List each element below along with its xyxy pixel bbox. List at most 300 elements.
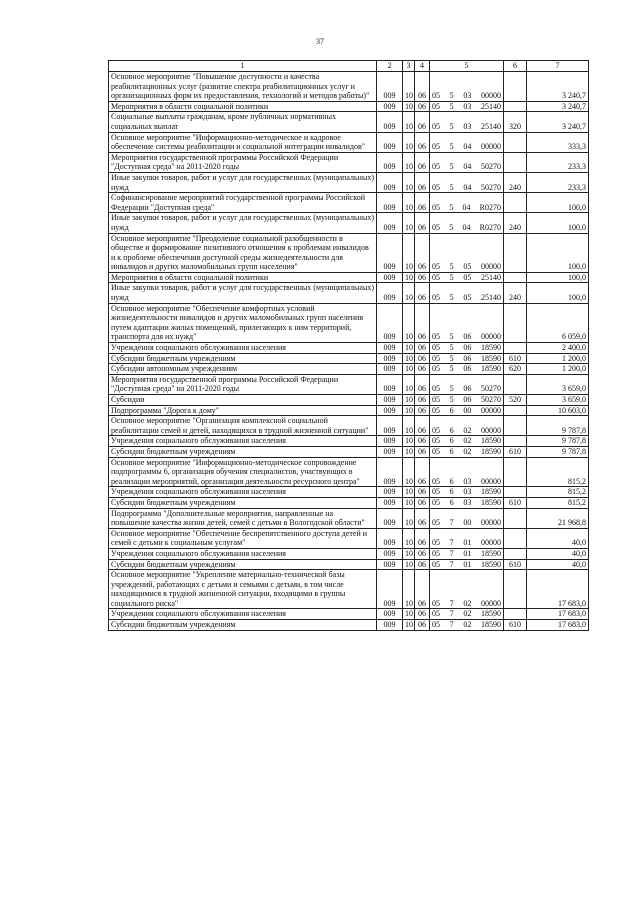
row-code-4: 06 [415, 559, 430, 570]
row-target-code [430, 132, 504, 152]
row-code-2: 009 [377, 233, 403, 272]
row-amount: 815,2 [527, 497, 589, 508]
table-row [109, 112, 589, 132]
row-code-3: 10 [403, 609, 415, 620]
row-amount: 3 240,7 [527, 101, 589, 112]
row-code-3: 10 [403, 353, 415, 364]
row-name: Иные закупки товаров, работ и услуг для государственных (муниципальных) нужд [109, 172, 377, 192]
row-code-2: 009 [377, 395, 403, 406]
header-cell: 7 [527, 61, 589, 72]
row-code-6 [504, 72, 527, 102]
target-code-part: 05 [432, 364, 440, 374]
row-amount: 17 683,0 [527, 620, 589, 631]
row-amount: 40,0 [527, 528, 589, 548]
row-code-4: 06 [415, 570, 430, 609]
row-code-3: 10 [403, 446, 415, 457]
header-cell: 3 [403, 61, 415, 72]
row-amount: 9 787,8 [527, 446, 589, 457]
row-name: Субсидии бюджетным учреждениям [109, 497, 377, 508]
row-target-code [430, 620, 504, 631]
target-code-part: 05 [432, 436, 440, 446]
row-amount: 815,2 [527, 457, 589, 487]
table-row [109, 152, 589, 172]
row-code-6 [504, 416, 527, 436]
row-target-code [430, 570, 504, 609]
table-row [109, 609, 589, 620]
row-amount: 815,2 [527, 487, 589, 498]
row-name: Подпрограмма "Дополнительные мероприятия, направленные на повышение качества жизни детей, семей с детьми в Вологодской области" [109, 508, 377, 528]
row-name: Основное мероприятие "Информационно-методическое и кадровое обеспечение системы реабилитации и социальной интеграции инвалидов" [109, 132, 377, 152]
row-code-2: 009 [377, 548, 403, 559]
header-cell: 1 [109, 61, 377, 72]
row-code-3: 10 [403, 416, 415, 436]
row-target-code [430, 487, 504, 498]
target-code-part: 05 [432, 598, 440, 608]
row-code-3: 10 [403, 548, 415, 559]
target-code-part: 6 [449, 436, 454, 446]
row-code-2: 009 [377, 172, 403, 192]
target-code-part: 03 [463, 101, 472, 111]
row-amount: 9 787,8 [527, 416, 589, 436]
target-code-part: 05 [432, 405, 440, 415]
row-target-code [430, 446, 504, 457]
table-row [109, 303, 589, 342]
target-code-part: 02 [463, 609, 472, 619]
target-code-part: 05 [432, 425, 440, 435]
row-code-6: 610 [504, 497, 527, 508]
row-code-6 [504, 508, 527, 528]
target-code-part: 05 [432, 202, 440, 212]
table-row [109, 446, 589, 457]
target-code-part: 01 [463, 538, 472, 548]
target-code-parts [432, 498, 501, 508]
target-code-part: 00000 [480, 142, 501, 152]
row-code-6 [504, 374, 527, 394]
target-code-parts [432, 620, 501, 630]
row-target-code [430, 152, 504, 172]
target-code-part: 5 [449, 142, 454, 152]
table-row [109, 487, 589, 498]
row-code-2: 009 [377, 152, 403, 172]
target-code-part: 05 [432, 142, 440, 152]
target-code-part: 25140 [480, 293, 501, 303]
row-amount: 333,3 [527, 132, 589, 152]
target-code-parts [432, 354, 501, 364]
row-code-4: 06 [415, 457, 430, 487]
row-code-3: 10 [403, 436, 415, 447]
row-name: Основное мероприятие "Повышение доступности и качества реабилитационных услуг (развитие спектра реабилитационных услуг и организационных форм их предоставления, технологий и методов работы)" [109, 72, 377, 102]
target-code-parts [432, 91, 501, 101]
header-row [109, 61, 589, 72]
row-code-4: 06 [415, 101, 430, 112]
page-number: 37 [316, 37, 324, 46]
row-code-6: 240 [504, 213, 527, 233]
row-target-code [430, 72, 504, 102]
table-row [109, 132, 589, 152]
target-code-part: 7 [449, 598, 454, 608]
target-code-part: 04 [463, 142, 472, 152]
row-code-3: 10 [403, 559, 415, 570]
row-name: Субсидии бюджетным учреждениям [109, 620, 377, 631]
row-code-6 [504, 132, 527, 152]
target-code-part: 6 [449, 476, 454, 486]
target-code-part: 6 [449, 425, 454, 435]
row-code-2: 009 [377, 497, 403, 508]
row-target-code [430, 112, 504, 132]
row-code-4: 06 [415, 508, 430, 528]
row-code-3: 10 [403, 172, 415, 192]
target-code-part: 05 [432, 343, 440, 353]
row-code-4: 06 [415, 112, 430, 132]
row-name: Основное мероприятие "Укрепление материально-технической базы учреждений, работающих с детьми и семьями с детьми, в том числе находящимися в трудной жизненной ситуации, входящими в группы социального риска" [109, 570, 377, 609]
target-code-part: 5 [449, 101, 454, 111]
row-code-3: 10 [403, 343, 415, 354]
target-code-part: 7 [449, 548, 454, 558]
target-code-parts [432, 609, 501, 619]
row-code-4: 06 [415, 132, 430, 152]
target-code-part: 50270 [480, 384, 501, 394]
target-code-part: 04 [463, 162, 472, 172]
row-code-2: 009 [377, 364, 403, 375]
target-code-part: 05 [432, 101, 440, 111]
row-amount: 100,0 [527, 233, 589, 272]
row-code-2: 009 [377, 272, 403, 283]
row-code-4: 06 [415, 416, 430, 436]
table-row [109, 272, 589, 283]
table-row [109, 101, 589, 112]
target-code-part: 5 [449, 343, 454, 353]
target-code-part: 00000 [480, 332, 501, 342]
target-code-part: 05 [432, 162, 440, 172]
row-code-4: 06 [415, 609, 430, 620]
row-amount: 40,0 [527, 559, 589, 570]
target-code-part: 06 [463, 395, 472, 404]
target-code-part: 50270 [480, 162, 501, 172]
target-code-part: 02 [463, 446, 472, 456]
row-target-code [430, 364, 504, 375]
row-code-4: 06 [415, 152, 430, 172]
row-name: Субсидии бюджетным учреждениям [109, 353, 377, 364]
row-amount: 17 683,0 [527, 609, 589, 620]
target-code-part: 01 [463, 559, 472, 569]
target-code-part: 7 [449, 559, 454, 569]
row-code-4: 06 [415, 343, 430, 354]
row-target-code [430, 193, 504, 213]
row-code-2: 009 [377, 101, 403, 112]
row-code-4: 06 [415, 405, 430, 416]
row-target-code [430, 395, 504, 406]
target-code-part: 04 [462, 202, 471, 212]
row-code-4: 06 [415, 446, 430, 457]
target-code-parts [432, 518, 501, 528]
target-code-part: 05 [432, 384, 440, 394]
target-code-parts [432, 477, 501, 487]
table-row [109, 436, 589, 447]
target-code-part: 7 [449, 538, 454, 548]
row-code-6: 610 [504, 559, 527, 570]
target-code-parts [432, 162, 501, 172]
target-code-part: 05 [432, 446, 440, 456]
row-amount: 100,0 [527, 213, 589, 233]
target-code-part: 05 [432, 620, 440, 630]
target-code-part: 05 [432, 497, 440, 507]
target-code-parts [432, 447, 501, 457]
target-code-part: 6 [449, 487, 454, 497]
target-code-part: 5 [449, 182, 454, 192]
target-code-parts [432, 122, 501, 132]
table-row [109, 343, 589, 354]
target-code-part: 00 [463, 405, 472, 415]
row-name: Основное мероприятие "Информационно-методическое сопровождение подпрограммы 6, организация обучения специалистов, участвующих в реализации мероприятий, организация деятельности ресурсного центра" [109, 457, 377, 487]
row-code-3: 10 [403, 72, 415, 102]
row-target-code [430, 609, 504, 620]
target-code-part: 03 [463, 91, 472, 101]
row-target-code [430, 283, 504, 303]
budget-table [108, 60, 589, 631]
target-code-part: 5 [449, 353, 454, 363]
target-code-part: 05 [463, 272, 472, 282]
row-target-code [430, 343, 504, 354]
row-code-4: 06 [415, 283, 430, 303]
row-code-6 [504, 152, 527, 172]
row-target-code [430, 213, 504, 233]
row-name: Подпрограмма "Дорога к дому" [109, 405, 377, 416]
target-code-parts [432, 203, 501, 213]
row-amount: 3 240,7 [527, 112, 589, 132]
row-amount: 100,0 [527, 283, 589, 303]
target-code-part: 05 [432, 548, 440, 558]
row-code-4: 06 [415, 213, 430, 233]
row-code-3: 10 [403, 152, 415, 172]
target-code-part: 04 [462, 222, 471, 232]
row-code-2: 009 [377, 609, 403, 620]
row-code-6 [504, 405, 527, 416]
row-target-code [430, 497, 504, 508]
table-row [109, 559, 589, 570]
target-code-part: R0270 [479, 202, 501, 212]
target-code-part: 7 [449, 518, 454, 528]
row-amount: 1 200,0 [527, 364, 589, 375]
row-code-3: 10 [403, 213, 415, 233]
target-code-part: 5 [449, 262, 454, 272]
table-row [109, 213, 589, 233]
row-amount: 9 787,8 [527, 436, 589, 447]
target-code-part: 03 [463, 487, 472, 497]
target-code-part: 05 [432, 518, 440, 528]
row-code-2: 009 [377, 559, 403, 570]
row-name: Мероприятия государственной программы Российской Федерации "Доступная среда" на 2011-2020 годы [109, 152, 377, 172]
row-amount: 3 659,0 [527, 395, 589, 406]
row-code-4: 06 [415, 436, 430, 447]
row-code-2: 009 [377, 487, 403, 498]
target-code-part: 00000 [480, 476, 501, 486]
target-code-parts [432, 364, 501, 374]
row-code-3: 10 [403, 570, 415, 609]
target-code-part: 06 [463, 384, 472, 394]
row-amount: 40,0 [527, 548, 589, 559]
row-name: Субсидии бюджетным учреждениям [109, 559, 377, 570]
row-code-2: 009 [377, 416, 403, 436]
target-code-part: 18590 [480, 446, 501, 456]
target-code-part: 06 [463, 343, 472, 353]
target-code-part: 6 [449, 497, 454, 507]
row-code-2: 009 [377, 405, 403, 416]
target-code-parts [432, 273, 501, 283]
row-code-2: 009 [377, 72, 403, 102]
row-code-3: 10 [403, 101, 415, 112]
row-name: Учреждения социального обслуживания населения [109, 609, 377, 620]
row-code-3: 10 [403, 283, 415, 303]
target-code-part: 18590 [480, 609, 501, 619]
row-name: Учреждения социального обслуживания населения [109, 487, 377, 498]
target-code-part: 00000 [480, 262, 501, 272]
table-row [109, 416, 589, 436]
target-code-parts [432, 142, 501, 152]
row-code-6: 610 [504, 620, 527, 631]
target-code-part: 05 [432, 91, 440, 101]
table-row [109, 353, 589, 364]
target-code-part: 05 [463, 262, 472, 272]
row-target-code [430, 436, 504, 447]
target-code-part: 06 [463, 364, 472, 374]
target-code-part: 5 [449, 395, 454, 404]
table-row [109, 395, 589, 406]
target-code-part: 18590 [480, 364, 501, 374]
row-code-6 [504, 528, 527, 548]
row-code-6 [504, 272, 527, 283]
target-code-part: 5 [449, 121, 454, 131]
target-code-parts [432, 102, 501, 112]
row-target-code [430, 559, 504, 570]
target-code-part: 5 [449, 202, 454, 212]
row-code-3: 10 [403, 374, 415, 394]
row-name: Софинансирование мероприятий государственной программы Российской Федерации "Доступная среда" [109, 193, 377, 213]
row-code-4: 06 [415, 548, 430, 559]
row-code-2: 009 [377, 132, 403, 152]
target-code-part: 6 [449, 446, 454, 456]
target-code-part: 5 [449, 162, 454, 172]
row-code-2: 009 [377, 374, 403, 394]
row-code-3: 10 [403, 132, 415, 152]
row-code-3: 10 [403, 193, 415, 213]
target-code-part: 18590 [480, 487, 501, 497]
row-name: Субсидии бюджетным учреждениям [109, 446, 377, 457]
row-code-4: 06 [415, 72, 430, 102]
row-name: Основное мероприятие "Обеспечение беспрепятственного доступа детей и семей с детьми к социальным услугам" [109, 528, 377, 548]
target-code-part: 5 [449, 222, 454, 232]
target-code-part: 18590 [480, 353, 501, 363]
table-row [109, 374, 589, 394]
table-body [109, 72, 589, 631]
target-code-part: 50270 [480, 182, 501, 192]
row-code-3: 10 [403, 528, 415, 548]
target-code-part: 25140 [480, 121, 501, 131]
target-code-part: 18590 [480, 559, 501, 569]
target-code-part: 01 [463, 548, 472, 558]
header-cell: 2 [377, 61, 403, 72]
row-code-6 [504, 101, 527, 112]
row-target-code [430, 374, 504, 394]
row-code-6 [504, 548, 527, 559]
row-code-4: 06 [415, 233, 430, 272]
row-code-2: 009 [377, 446, 403, 457]
row-code-3: 10 [403, 364, 415, 375]
row-amount: 2 400,0 [527, 343, 589, 354]
row-code-6 [504, 436, 527, 447]
row-amount: 17 683,0 [527, 570, 589, 609]
target-code-parts [432, 384, 501, 394]
table-row [109, 364, 589, 375]
row-code-6 [504, 487, 527, 498]
row-code-2: 009 [377, 343, 403, 354]
target-code-part: 00000 [480, 598, 501, 608]
target-code-part: 05 [432, 262, 440, 272]
target-code-part: 05 [432, 182, 440, 192]
row-name: Основное мероприятие "Организация комплексной социальной реабилитации семей и детей, находящихся в трудной жизненной ситуации" [109, 416, 377, 436]
row-target-code [430, 172, 504, 192]
row-name: Основное мероприятие "Обеспечение комфортных условий жизнедеятельности инвалидов и других маломобильных групп населения путем адаптации жилых помещений, прилегающих к ним территорий, транспорта для их нужд" [109, 303, 377, 342]
row-code-6 [504, 457, 527, 487]
target-code-part: 5 [449, 91, 454, 101]
row-code-6: 320 [504, 112, 527, 132]
row-code-3: 10 [403, 497, 415, 508]
row-code-2: 009 [377, 112, 403, 132]
row-name: Мероприятия государственной программы Российской Федерации "Доступная среда" на 2011-2020 годы [109, 374, 377, 394]
row-code-6 [504, 343, 527, 354]
row-code-3: 10 [403, 233, 415, 272]
row-code-2: 009 [377, 353, 403, 364]
target-code-part: 05 [432, 293, 440, 303]
target-code-part: 6 [449, 405, 454, 415]
row-code-4: 06 [415, 364, 430, 375]
row-code-6 [504, 609, 527, 620]
target-code-part: 05 [432, 559, 440, 569]
header-cell: 6 [504, 61, 527, 72]
row-target-code [430, 405, 504, 416]
target-code-part: 05 [432, 395, 440, 404]
target-code-part: 5 [449, 272, 454, 282]
row-code-2: 009 [377, 508, 403, 528]
target-code-part: 05 [432, 222, 440, 232]
table-row [109, 233, 589, 272]
target-code-parts [432, 183, 501, 193]
target-code-part: 06 [463, 353, 472, 363]
target-code-part: 00 [463, 518, 472, 528]
target-code-part: 02 [463, 620, 472, 630]
row-code-4: 06 [415, 395, 430, 406]
table-row [109, 283, 589, 303]
row-code-2: 009 [377, 213, 403, 233]
row-code-2: 009 [377, 570, 403, 609]
target-code-parts [432, 487, 501, 497]
row-target-code [430, 101, 504, 112]
row-code-6 [504, 193, 527, 213]
target-code-parts [432, 560, 501, 570]
target-code-part: 03 [463, 121, 472, 131]
target-code-part: 05 [432, 538, 440, 548]
target-code-parts [432, 549, 501, 559]
target-code-parts [432, 332, 501, 342]
row-code-2: 009 [377, 283, 403, 303]
row-code-3: 10 [403, 303, 415, 342]
target-code-part: 5 [449, 332, 454, 342]
target-code-part: R0270 [479, 222, 501, 232]
table-row [109, 548, 589, 559]
row-target-code [430, 416, 504, 436]
table-row [109, 193, 589, 213]
row-code-2: 009 [377, 436, 403, 447]
target-code-part: 18590 [480, 343, 501, 353]
